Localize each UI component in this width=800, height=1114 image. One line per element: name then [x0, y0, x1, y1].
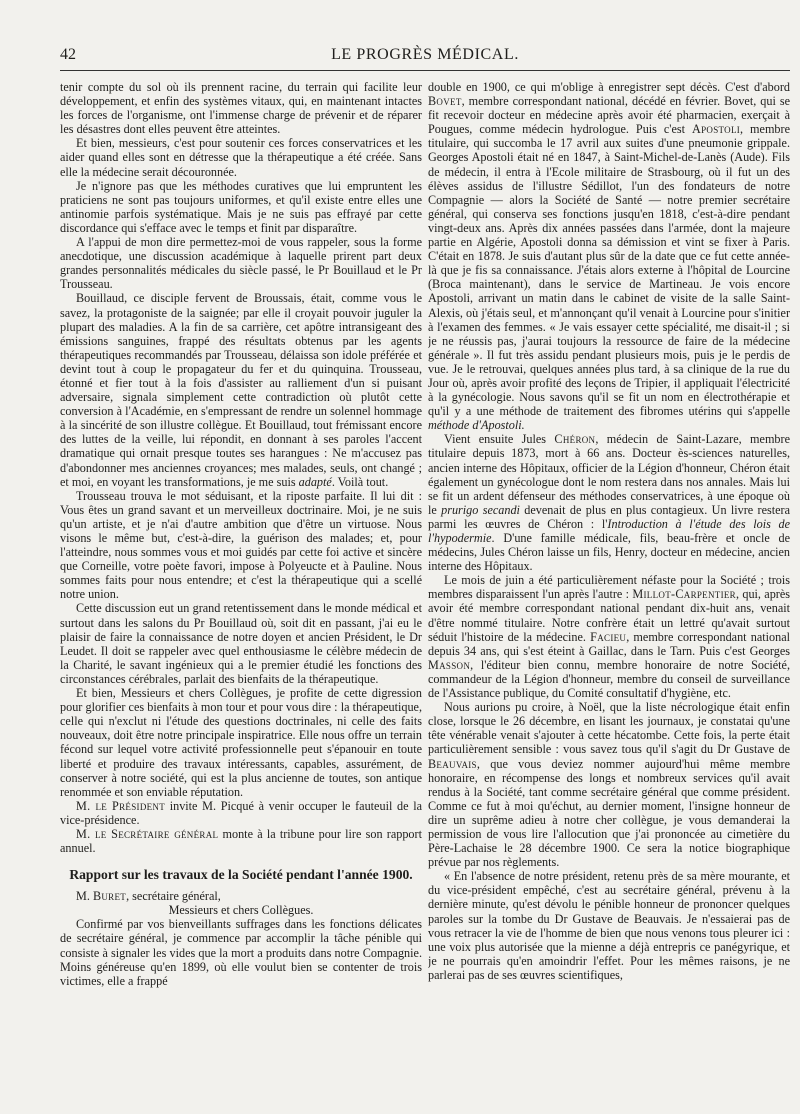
author-name: Buret: [92, 889, 127, 904]
paragraph: [60, 291, 422, 488]
paragraph: tenir compte du sol où ils prennent racine, du terrain qui facilite leur développement, et enfin des systèmes vitaux, qui, en maintenant intactes les forces de l'organisme, ont l'immense charge de prévenir et de réparer les désastres dont elles peuvent être atteintes.: [60, 80, 422, 137]
paragraph: A l'appui de mon dire permettez-moi de vous rappeler, sous la forme anecdotique, une discussion académique à laquelle prirent part deux grandes personnalités médicales du siècle passé, le Pr Bouillaud et le Pr Trousseau.: [60, 235, 422, 292]
person-name: Facieu: [590, 629, 627, 644]
running-title: LE PROGRÈS MÉDICAL.: [331, 46, 519, 63]
person-name: Masson: [428, 657, 471, 672]
page-header: [60, 46, 790, 68]
text-run: Nous aurions pu croire, à Noël, que la liste nécrologique était enfin close, lorsque le 26 décembre, en lisant les journaux, je constatai qu'une tête vénérable venait s'ajouter à cette hécatombe. Cette fois, la perte était particulièrement sensible : vous savez tous qu'il s'agit du Dr Gustave de: [428, 700, 790, 757]
header-rule: [60, 70, 790, 71]
emphasis: adapté: [298, 474, 332, 489]
left-column: [60, 80, 422, 1105]
text-run: devenait de plus en plus contagieux. Un livre restera parmi les œuvres de Chéron : l': [428, 502, 790, 531]
text-run: invite M. Picqué à venir occuper le fauteuil de la vice-présidence.: [60, 798, 422, 827]
paragraph: Et bien, Messieurs et chers Collègues, je profite de cette digression pour glorifier ces bienfaits à mon tour et pour vous dire : la thérapeutique, celle qui n'exclut ni l'étude des questions doctrinales, ni celle des faits nouveaux, doit être notre principale inspiratrice. Elle nous offre un terrain fécond sur lequel votre activité professionnelle peut s'épanouir en toute liberté et produire des travaux intéressants, capables, assurément, de conserver à notre société, qui est la plus ancienne de toutes, son antique renommée et son enviable réputation.: [60, 686, 422, 799]
salutation: Messieurs et chers Collègues.: [168, 903, 314, 918]
text-run: , que vous deviez nommer aujourd'hui même membre honoraire, en récompense des longs et nombreux services qu'il avait rendus à la Société, tant comme secrétaire général que comme président. Comme ce fut à moi qu'échut, au dernier moment, l'insigne honneur de dire un suprême adieu à notre cher collègue, je vous demanderai la permission de vous lire l'allocution que j'ai prononcée au cimetière du Père-Lachaise le 28 décembre 1900. Ce sera la notice biographique prévue par nos règlements.: [428, 756, 790, 870]
person-name: Apostoli: [692, 122, 741, 137]
paragraph: [60, 799, 422, 827]
author-line: [60, 889, 422, 903]
text-run: , qui, après avoir été membre correspondant national pendant dix-huit ans, venait d'être nommé titulaire. Notre confrère était un lettré qu'avait surtout séduit l'histoire de la médecine.: [428, 587, 790, 644]
paragraph: Et bien, messieurs, c'est pour soutenir ces forces conservatrices et les aider quand elles sont en détresse que la thérapeutique a été créée. Sans elle la médecine serait découronnée.: [60, 136, 422, 179]
paragraph: [428, 432, 790, 573]
person-name: Beauvais: [428, 756, 477, 771]
emphasis: Introduction à l'étude des lois de l'hypodermie: [428, 516, 790, 545]
text-run: Bouillaud, ce disciple fervent de Broussais, était, comme vous le savez, la protagoniste de la saignée; par elle il croyait pouvoir juguler la plupart des maladies. A la fin de sa carrière, cet apôtre intransigeant des émissions sanguines, frappé des résultats obtenus par les agents thérapeutiques recommandés par Trousseau, délaissa son idole préférée et devint tout à coup le propagateur du fer et du quinquina. Trousseau, étonné et fier tout à la fois d'assister au ralliement d'un si puisant adversaire, signala simplement cette contradiction où plutôt cette conversion à l'Académie, en s'empressant de rendre un solennel hommage à la sincérité de son illustre collègue. Et Bouillaud, tout frémissant encore des luttes de la veille, lui répondit, en donnant à ses paroles l'accent dramatique qui ornait presque toutes ses harangues : Ne m'accusez pas d'abondonner mes anciennes croyances; mes malades, seuls, ont changé ; et moi, en voyant les transformations, je me suis: [60, 291, 422, 489]
speaker-name: M. le Secrétaire général: [76, 826, 219, 841]
page-number: 42: [60, 46, 76, 63]
text-run: , membre correspondant national depuis 34 ans, qui s'est éteint à Gaillac, dans le Tarn. Puis c'est Georges: [428, 629, 790, 658]
section-title: Rapport sur les travaux de la Société pendant l'année 1900.: [69, 867, 413, 883]
person-name: Millot-Carpentier: [632, 587, 736, 602]
text-run: double en 1900, ce qui m'oblige à enregistrer sept décès. C'est d'abord: [428, 80, 790, 94]
paragraph: Trousseau trouva le mot séduisant, et la riposte parfaite. Il lui dit : Vous êtes un grand savant et un merveilleux doctrinaire. Moi, je ne suis qu'un artiste, et je n'ai d'autre ambition que d'être un virtuose. Nous visons le même but, c'est-à-dire, la guérison des malades; et, pour l'atteindre, nous sommes vous et moi guidés par cette foi active et sincère que Corneille, votre poète favori, impose à Polyeucte et à Pauline. Nous sommes faits pour nous entendre; et c'est la thérapeutique qui a scellé notre union.: [60, 488, 422, 602]
emphasis: méthode d'Apostoli.: [428, 418, 525, 433]
text-run: M.: [76, 889, 93, 904]
person-name: Chéron: [554, 432, 596, 447]
text-run: Le mois de juin a été particulièrement néfaste pour la Société ; trois membres disparaissent l'un après l'autre :: [428, 573, 790, 602]
text-run: , l'éditeur bien connu, membre honoraire de notre Société, commandeur de la Légion d'honneur, membre du conseil de surveillance de l'Assistance publique, du Comité consultatif d'hygiène, etc.: [428, 657, 790, 701]
paragraph: Je n'ignore pas que les méthodes curatives que lui empruntent les praticiens ne sont pas toujours uniformes, et qu'il existe entre elles une antinomie parfois systématique. Mais je ne suis pas effrayé par cette discordance qui s'efface avec le temps et finit par disparaître.: [60, 178, 422, 235]
paragraph: « En l'absence de notre président, retenu près de sa mère mourante, et du vice-président empêché, c'est au secrétaire général, prévenu à la dernière minute, qu'est dévolu le pénible honneur de prononcer quelques paroles sur la tombe du Dr Gustave de Beauvais. Je n'essaierai pas de vous retracer la vie de l'homme de bien que nous venons tous pleurer ici : une voix plus autorisée que la mienne a déjà entrepris ce panégyrique, et je ne pourrais qu'en amoindrir l'effet. Pour les mêmes raisons, je ne parlerai pas de ses œuvres scientifiques,: [428, 869, 790, 982]
text-run: , membre titulaire, qui succomba le 17 avril aux suites d'une pneumonie grippale. Georges Apostoli était né en 1847, à Saint-Michel-de-Lanès (Aude). Fils de médecin, il entra à l'Ecole militaire de Strasbourg, où il fut un des élèves assidus de l'illustre Sédillot, l'un des fondateurs de notre Compagnie — alors la Société de Santé — notre premier secrétaire général, qui conserva ses fonctions jusqu'en 1818, c'est-à-dire pendant vingt-deux ans. Après dix années passées dans l'armée, dont la majeure partie en Algérie, Apostoli donna sa démission et vint se fixer à Paris. C'était en 1878. Je suis d'autant plus sûr de la date que ce fut cette année-là que je fis sa connaissance. J'étais alors externe à l'hôpital de Lourcine (Broca maintenant), dans le service de Martineau. Je vois encore Apostoli, arrivant un matin dans le cabinet de visite de la salle Saint-Alexis, où j'étais seul, et m'annonçant qu'il venait à Lourcine pour s'initier à l'examen des femmes. « Je vais essayer cette spécialité, me disait-il ; si je ne réussis pas, j'aurai toujours la ressource de faire de la médecine générale ». Il fut très assidu pendant plusieurs mois, puis je le perdis de vue. Je le retrouvai, quelques années plus tard, à sa clinique de la rue du Jour où, après avoir profité des leçons de Tripier, il appliquait l'électricité à la gynécologie. Nous savons qu'il se fit un nom en électrothérapie et qu'il y a une méthode de traitement des fibromes utérins qui s'appelle: [428, 122, 790, 419]
paragraph: [428, 80, 790, 432]
paragraph: [428, 573, 790, 700]
text-run: monte à la tribune pour lire son rapport annuel.: [60, 826, 422, 856]
emphasis: prurigo secandi: [441, 502, 520, 517]
paragraph: Confirmé par vos bienveillants suffrages dans les fonctions délicates de secrétaire général, je commence par accomplir la tâche pénible qui consiste à signaler les vides que la mort a produits dans notre Compagnie. Moins généreuse qu'en 1899, où elle voulut bien se contenter de trois victimes, elle a frappé: [60, 917, 422, 988]
text-run: , membre correspondant national, décédé en février. Bovet, qui se fit recevoir docteur en médecine après avoir été pharmacien, exerçait à Pougues, comme médecin hydrologue. Puis c'est: [428, 94, 790, 137]
person-name: Bovet: [428, 94, 462, 109]
right-column: [428, 80, 790, 1105]
speaker-name: M. le Président: [76, 798, 166, 813]
paragraph: [60, 827, 422, 855]
text-run: . Voilà tout.: [331, 474, 389, 489]
text-run: . D'une famille médicale, fils, beau-frère et oncle de médecins, Jules Chéron laisse un fils, Henry, docteur en médecine, ancien interne des Hôpitaux.: [428, 531, 790, 574]
text-run: , médecin de Saint-Lazare, membre titulaire depuis 1873, mort à 66 ans. Docteur ès-sciences naturelles, ancien interne des Hôpitaux, officier de la Légion d'honneur, Chéron était également un gynécologue dont le nom restera dans nos annales. Mais lui se fit un ardent défenseur des méthodes conservatrices, à une époque où le: [428, 432, 790, 517]
paragraph: [428, 700, 790, 869]
paragraph: Cette discussion eut un grand retentissement dans le monde médical et surtout dans les salons du Pr Bouillaud où, soit dit en passant, j'ai eu le plaisir de faire la connaissance de notre doyen et ancien Président, le Dr Leudet. Il doit se rappeler avec quel enthousiasme le célèbre médecin de la Charité, le savant ingénieux qui a le premier étudié les fonctions des circonstances cérébrales, parlait des bienfaits de la thérapeutique.: [60, 601, 422, 686]
text-run: Vient ensuite Jules: [444, 432, 555, 447]
text-run: , secrétaire général,: [126, 889, 221, 904]
